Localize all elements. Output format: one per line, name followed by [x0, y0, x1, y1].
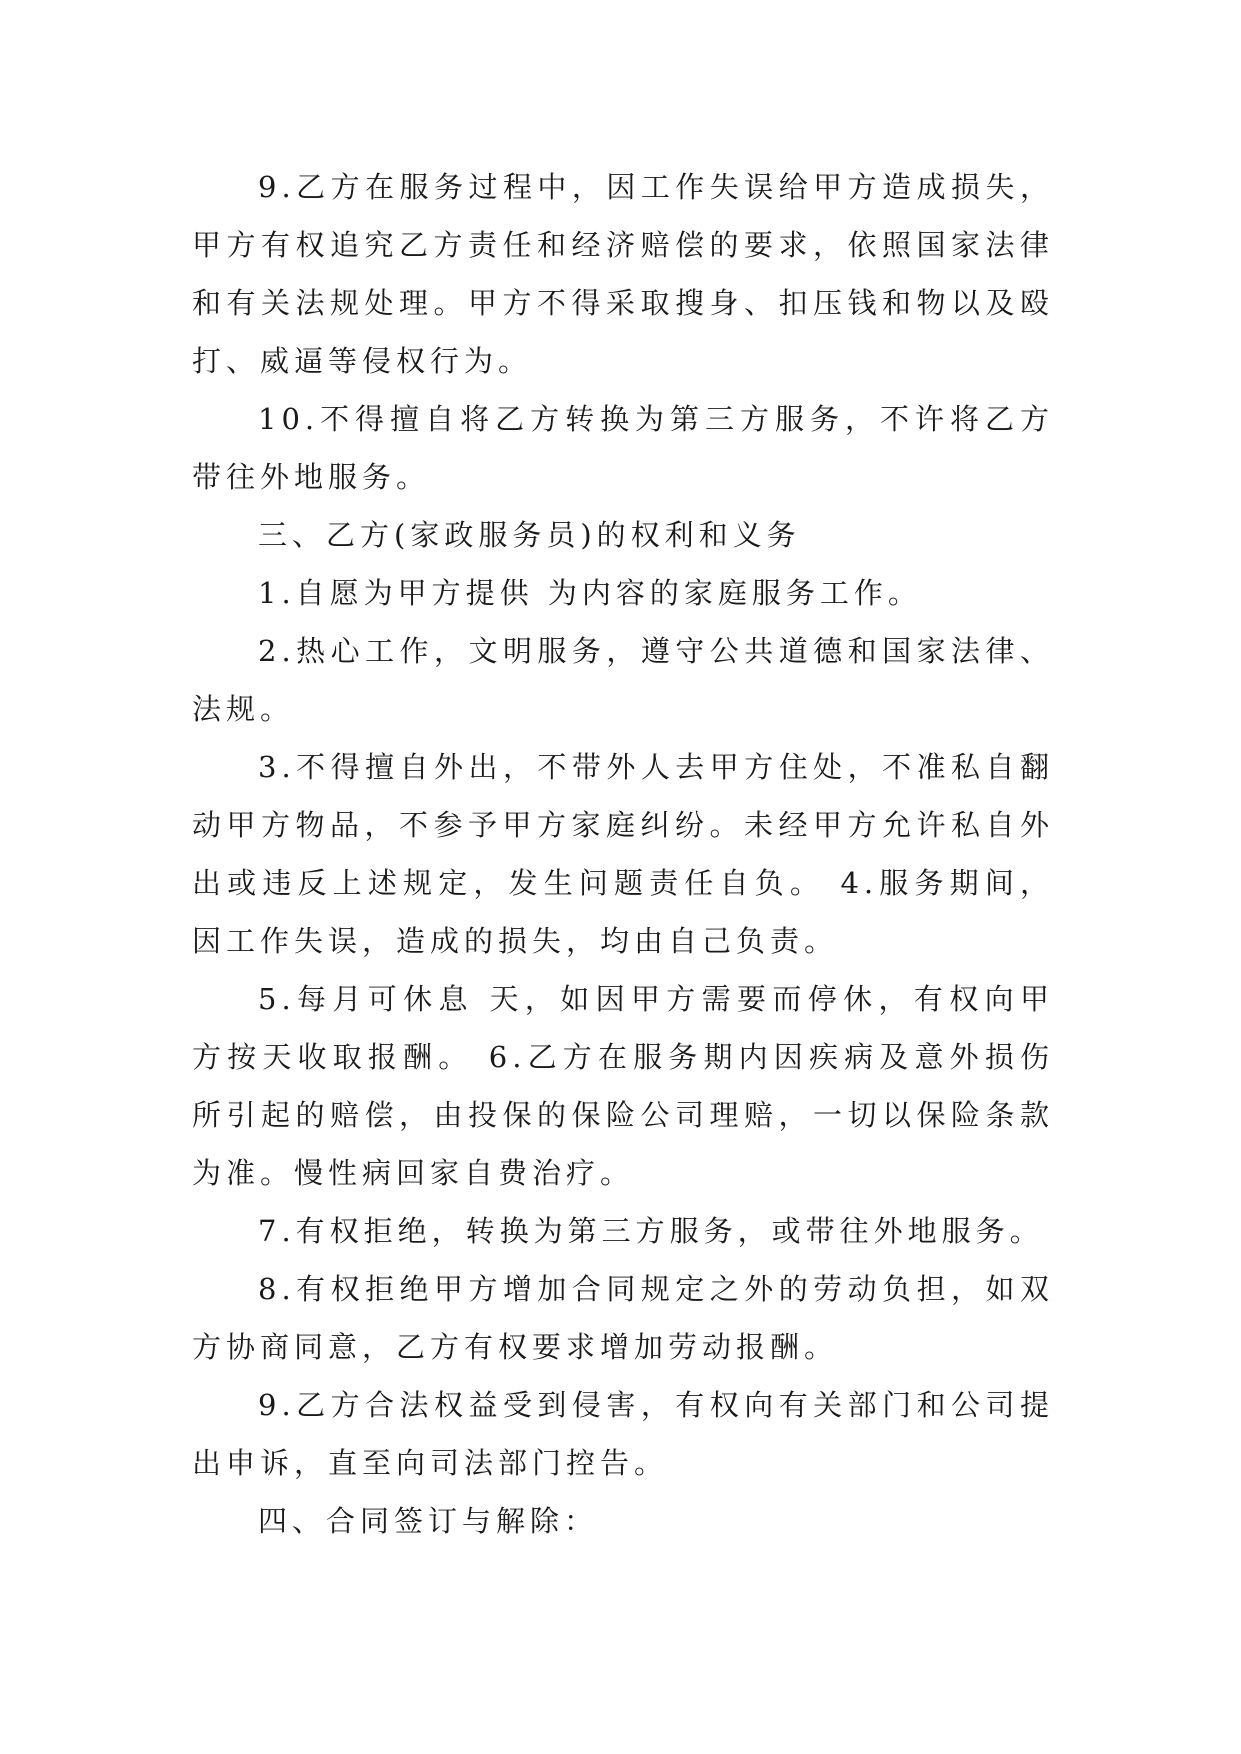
paragraph-item-8: 8.有权拒绝甲方增加合同规定之外的劳动负担，如双方协商同意，乙方有权要求增加劳动报酬。	[192, 1272, 1054, 1364]
paragraph-item-9-loss-liability: 9.乙方在服务过程中，因工作失误给甲方造成损失，甲方有权追究乙方责任和经济赔偿的要求，依照国家法律和有关法规处理。甲方不得采取搜身、扣压钱和物以及殴打、威逼等侵权行为。	[192, 170, 1054, 378]
paragraph-item-5-6: 5.每月可休息 天，如因甲方需要而停休，有权向甲方按天收取报酬。 6.乙方在服务期内因疾病及意外损伤所引起的赔偿，由投保的保险公司理赔，一切以保险条款为准。慢性病回家自费治疗。	[192, 982, 1054, 1190]
paragraph-item-7: 7.有权拒绝，转换为第三方服务，或带往外地服务。	[258, 1214, 1044, 1248]
paragraph-item-1: 1.自愿为甲方提供 为内容的家庭服务工作。	[258, 576, 922, 610]
section-heading-4: 四、合同签订与解除：	[258, 1504, 599, 1538]
paragraph-item-2: 2.热心工作，文明服务，遵守公共道德和国家法律、法规。	[192, 634, 1054, 726]
paragraph-item-3-4: 3.不得擅自外出，不带外人去甲方住处，不准私自翻动甲方物品，不参予甲方家庭纠纷。未经甲方允许私自外出或违反上述规定，发生问题责任自负。 4.服务期间，因工作失误，造成的损失，均由自己负责。	[192, 750, 1054, 958]
document-body	[192, 158, 1054, 1550]
paragraph-item-10-no-transfer: 10.不得擅自将乙方转换为第三方服务，不许将乙方带往外地服务。	[192, 402, 1054, 494]
section-heading-3: 三、乙方(家政服务员)的权利和义务	[258, 518, 801, 552]
paragraph-item-9-rights: 9.乙方合法权益受到侵害，有权向有关部门和公司提出申诉，直至向司法部门控告。	[192, 1388, 1054, 1480]
